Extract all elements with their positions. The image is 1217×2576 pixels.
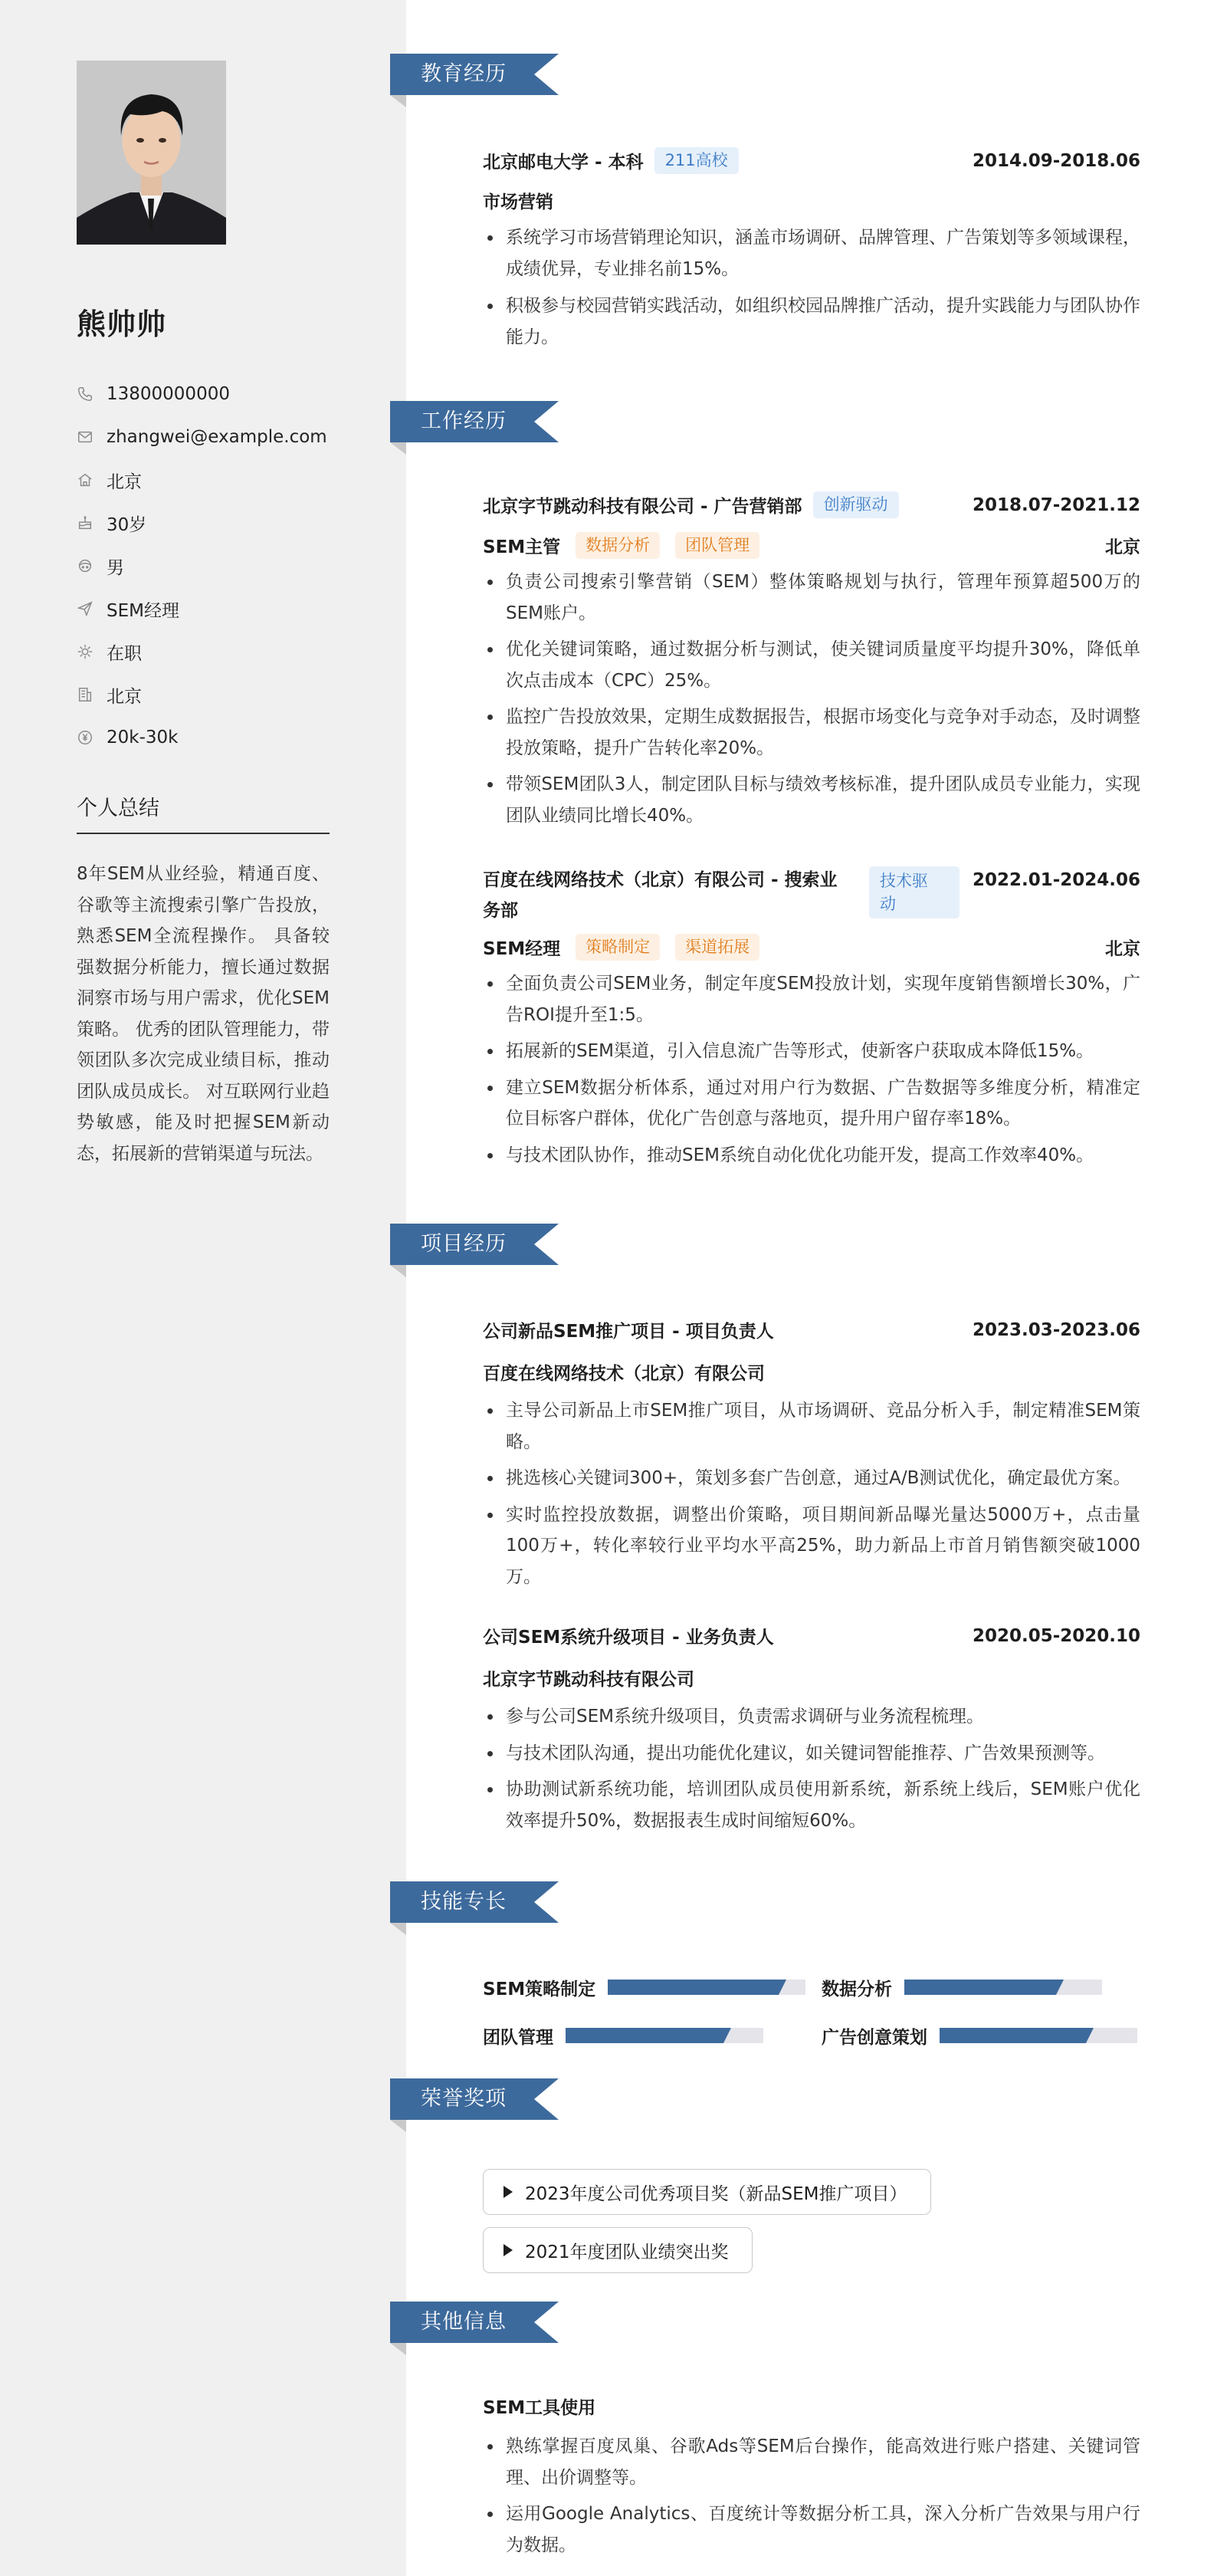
- list-item: 熟练掌握百度凤巢、谷歌Ads等SEM后台操作，能高效进行账户搭建、关键词管理、出价调整等。: [483, 2431, 1140, 2493]
- company-name-line: 务部: [483, 901, 518, 921]
- send-icon: [77, 600, 93, 617]
- entry-header: [483, 147, 1140, 174]
- home-icon: [77, 472, 93, 488]
- award-text: 2021年度团队业绩突出奖: [525, 2242, 729, 2262]
- project-org: 百度在线网络技术（北京）有限公司: [483, 1364, 765, 1384]
- info-position: [77, 587, 337, 630]
- work-entry-1: [483, 491, 1140, 831]
- info-position-text: SEM经理: [107, 600, 179, 621]
- education-entry: [483, 147, 1140, 353]
- info-gender-text: 男: [107, 557, 124, 578]
- info-status: [77, 630, 337, 673]
- info-city: [77, 458, 337, 501]
- play-icon: [504, 2244, 513, 2256]
- list-item: 与技术团队沟通，提出功能优化建议，如关键词智能推荐、广告效果预测等。: [483, 1738, 1140, 1769]
- status-icon: [77, 643, 93, 660]
- section-header-other: [390, 2302, 559, 2355]
- entry-date: 2014.09-2018.06: [972, 150, 1140, 171]
- award-item: [483, 2169, 931, 2215]
- school-tag: 211高校: [654, 147, 739, 174]
- list-item: 积极参与校园营销实践活动，如组织校园品牌推广活动，提升实践能力与团队协作能力。: [483, 291, 1140, 353]
- project-name: 公司新品SEM推广项目 - 项目负责人: [483, 1322, 774, 1342]
- skill-bar-fill: [940, 2028, 1086, 2043]
- project-bullets: [483, 1701, 1140, 1836]
- skill-ad-creative: [822, 2022, 1137, 2049]
- entry-date: 2018.07-2021.12: [972, 495, 1140, 515]
- info-phone-text: 13800000000: [107, 384, 230, 404]
- summary-text: 8年SEM从业经验，精通百度、谷歌等主流搜索引擎广告投放，熟悉SEM全流程操作。 具备较强数据分析能力，擅长通过数据洞察市场与用户需求，优化SEM策略。 优秀的团队管理能力，带领团队多次完成业绩目标，推动团队成员成长。 对互联网行业趋势敏感，能及时把握SEM新动态，拓展新的营销渠道与玩法。: [77, 864, 330, 1164]
- info-age: [77, 501, 337, 544]
- project-entry-2: [483, 1623, 1140, 1836]
- info-city-text: 北京: [107, 472, 142, 492]
- role-line: [483, 532, 1140, 559]
- other-bullets: [483, 2431, 1140, 2561]
- other-entry: [483, 2394, 1140, 2561]
- company-tag: [869, 866, 959, 918]
- section-title: 项目经历: [421, 1232, 507, 1256]
- skill-bar-fill: [566, 2028, 723, 2043]
- play-icon: [504, 2186, 513, 2198]
- info-location: [77, 673, 337, 716]
- skill-bar: [940, 2028, 1137, 2043]
- award-text: 2023年度公司优秀项目奖（新品SEM推广项目）: [525, 2183, 907, 2204]
- award-item: [483, 2227, 753, 2273]
- info-salary: [77, 716, 337, 759]
- entry-header: [483, 1317, 1140, 1342]
- section-title: 教育经历: [421, 62, 507, 86]
- info-location-text: 北京: [107, 686, 142, 707]
- list-item: 负责公司搜索引擎营销（SEM）整体策略规划与执行，管理年预算超500万的SEM账户。: [483, 567, 1140, 629]
- salary-icon: [77, 729, 93, 746]
- skill-data-analysis: [822, 1974, 1102, 2000]
- project-name: 公司SEM系统升级项目 - 业务负责人: [483, 1628, 774, 1648]
- info-email: [77, 416, 337, 458]
- other-title-line: [483, 2394, 1140, 2419]
- skill-bar: [904, 1980, 1102, 1995]
- cake-icon: [77, 514, 93, 531]
- info-gender: [77, 544, 337, 587]
- education-bullets: [483, 222, 1140, 353]
- section-header-projects: [390, 1224, 559, 1277]
- section-title: 荣誉奖项: [421, 2087, 507, 2111]
- role-name: SEM经理: [483, 939, 561, 959]
- role-location: 北京: [1105, 939, 1140, 959]
- entry-header: [483, 491, 1140, 518]
- skill-name: SEM策略制定: [483, 1979, 596, 1999]
- role-tag: 策略制定: [576, 934, 660, 961]
- other-title: SEM工具使用: [483, 2398, 596, 2418]
- entry-header: [483, 1623, 1140, 1648]
- section-header-education: [390, 54, 559, 107]
- profile-photo: [77, 61, 226, 245]
- gender-icon: [77, 557, 93, 574]
- skill-bar-fill: [608, 1980, 779, 1995]
- entry-header: [483, 865, 1140, 926]
- major-line: [483, 188, 1140, 213]
- contact-info-list: [77, 373, 337, 759]
- list-item: 建立SEM数据分析体系，通过对用户行为数据、广告数据等多维度分析，精准定位目标客户群体，优化广告创意与落地页，提升用户留存率18%。: [483, 1073, 1140, 1135]
- list-item: 运用Google Analytics、百度统计等数据分析工具，深入分析广告效果与用户行为数据。: [483, 2499, 1140, 2561]
- entry-date: 2020.05-2020.10: [972, 1625, 1140, 1646]
- company-name: [483, 865, 858, 926]
- list-item: 与技术团队协作，推动SEM系统自动化优化功能开发，提高工作效率40%。: [483, 1140, 1140, 1171]
- skill-bar: [566, 2028, 763, 2043]
- section-title: 工作经历: [421, 409, 507, 433]
- entry-date: 2022.01-2024.06: [972, 870, 1140, 890]
- role-location: 北京: [1105, 537, 1140, 557]
- role-tag: 团队管理: [675, 532, 759, 559]
- list-item: 全面负责公司SEM业务，制定年度SEM投放计划，实现年度销售额增长30%，广告ROI提升至1:5。: [483, 968, 1140, 1030]
- skill-bar: [608, 1980, 805, 1995]
- company-tag: 创新驱动: [813, 491, 899, 518]
- list-item: 挑选核心关键词300+，策划多套广告创意，通过A/B测试优化，确定最优方案。: [483, 1463, 1140, 1494]
- skill-name: 团队管理: [483, 2027, 553, 2048]
- section-header-awards: [390, 2078, 559, 2132]
- info-salary-text: 20k-30k: [107, 728, 179, 748]
- candidate-name: 熊帅帅: [77, 307, 167, 341]
- summary-title: 个人总结: [77, 797, 159, 820]
- list-item: 协助测试新系统功能，培训团队成员使用新系统，新系统上线后，SEM账户优化效率提升50%，数据报表生成时间缩短60%。: [483, 1774, 1140, 1836]
- info-status-text: 在职: [107, 643, 142, 664]
- section-title: 其他信息: [421, 2310, 507, 2334]
- role-tag: 渠道拓展: [675, 934, 759, 961]
- work-bullets: [483, 968, 1140, 1171]
- info-phone: [77, 373, 337, 416]
- skill-name: 数据分析: [822, 1979, 892, 1999]
- info-email-text: zhangwei@example.com: [107, 427, 327, 447]
- role-name: SEM主管: [483, 537, 561, 557]
- project-org-line: [483, 1665, 1140, 1691]
- mail-icon: [77, 429, 93, 445]
- list-item: 监控广告投放效果，定期生成数据报告，根据市场变化与竞争对手动态，及时调整投放策略，提升广告转化率20%。: [483, 702, 1140, 764]
- section-title: 技能专长: [421, 1890, 507, 1914]
- summary-divider: [77, 833, 330, 834]
- skill-sem-strategy: [483, 1974, 805, 2000]
- role-tag: 数据分析: [576, 532, 660, 559]
- company-name-line: 百度在线网络技术（北京）有限公司 - 搜索业: [483, 870, 838, 890]
- work-bullets: [483, 567, 1140, 831]
- section-header-work: [390, 401, 559, 455]
- skill-bar-fill: [904, 1980, 1056, 1995]
- list-item: 优化关键词策略，通过数据分析与测试，使关键词质量度平均提升30%，降低单次点击成本（CPC）25%。: [483, 634, 1140, 696]
- section-header-skills: [390, 1881, 559, 1935]
- list-item: 带领SEM团队3人，制定团队目标与绩效考核标准，提升团队成员专业能力，实现团队业绩同比增长40%。: [483, 769, 1140, 831]
- role-line: [483, 934, 1140, 961]
- list-item: 参与公司SEM系统升级项目，负责需求调研与业务流程梳理。: [483, 1701, 1140, 1733]
- major-name: 市场营销: [483, 192, 553, 212]
- school-name: 北京邮电大学 - 本科: [483, 153, 644, 172]
- skill-team-management: [483, 2022, 763, 2049]
- list-item: 主导公司新品上市SEM推广项目，从市场调研、竞品分析入手，制定精准SEM策略。: [483, 1395, 1140, 1457]
- entry-date: 2023.03-2023.06: [972, 1319, 1140, 1340]
- project-entry-1: [483, 1317, 1140, 1592]
- work-entry-2: [483, 865, 1140, 1171]
- project-org-line: [483, 1359, 1140, 1385]
- company-tag-line: 技术驱: [880, 872, 928, 890]
- building-icon: [77, 686, 93, 703]
- info-age-text: 30岁: [107, 514, 147, 535]
- phone-icon: [77, 386, 93, 402]
- list-item: 拓展新的SEM渠道，引入信息流广告等形式，使新客户获取成本降低15%。: [483, 1036, 1140, 1067]
- company-tag-line: 动: [880, 895, 896, 913]
- sidebar: [0, 0, 406, 2576]
- project-org: 北京字节跳动科技有限公司: [483, 1670, 694, 1690]
- list-item: 实时监控投放数据，调整出价策略，项目期间新品曝光量达5000万+，点击量100万+，转化率较行业平均水平高25%，助力新品上市首月销售额突破1000万。: [483, 1500, 1140, 1593]
- list-item: 系统学习市场营销理论知识，涵盖市场调研、品牌管理、广告策划等多领域课程，成绩优异，专业排名前15%。: [483, 222, 1140, 284]
- company-name: 北京字节跳动科技有限公司 - 广告营销部: [483, 497, 802, 517]
- project-bullets: [483, 1395, 1140, 1592]
- skill-name: 广告创意策划: [822, 2027, 927, 2048]
